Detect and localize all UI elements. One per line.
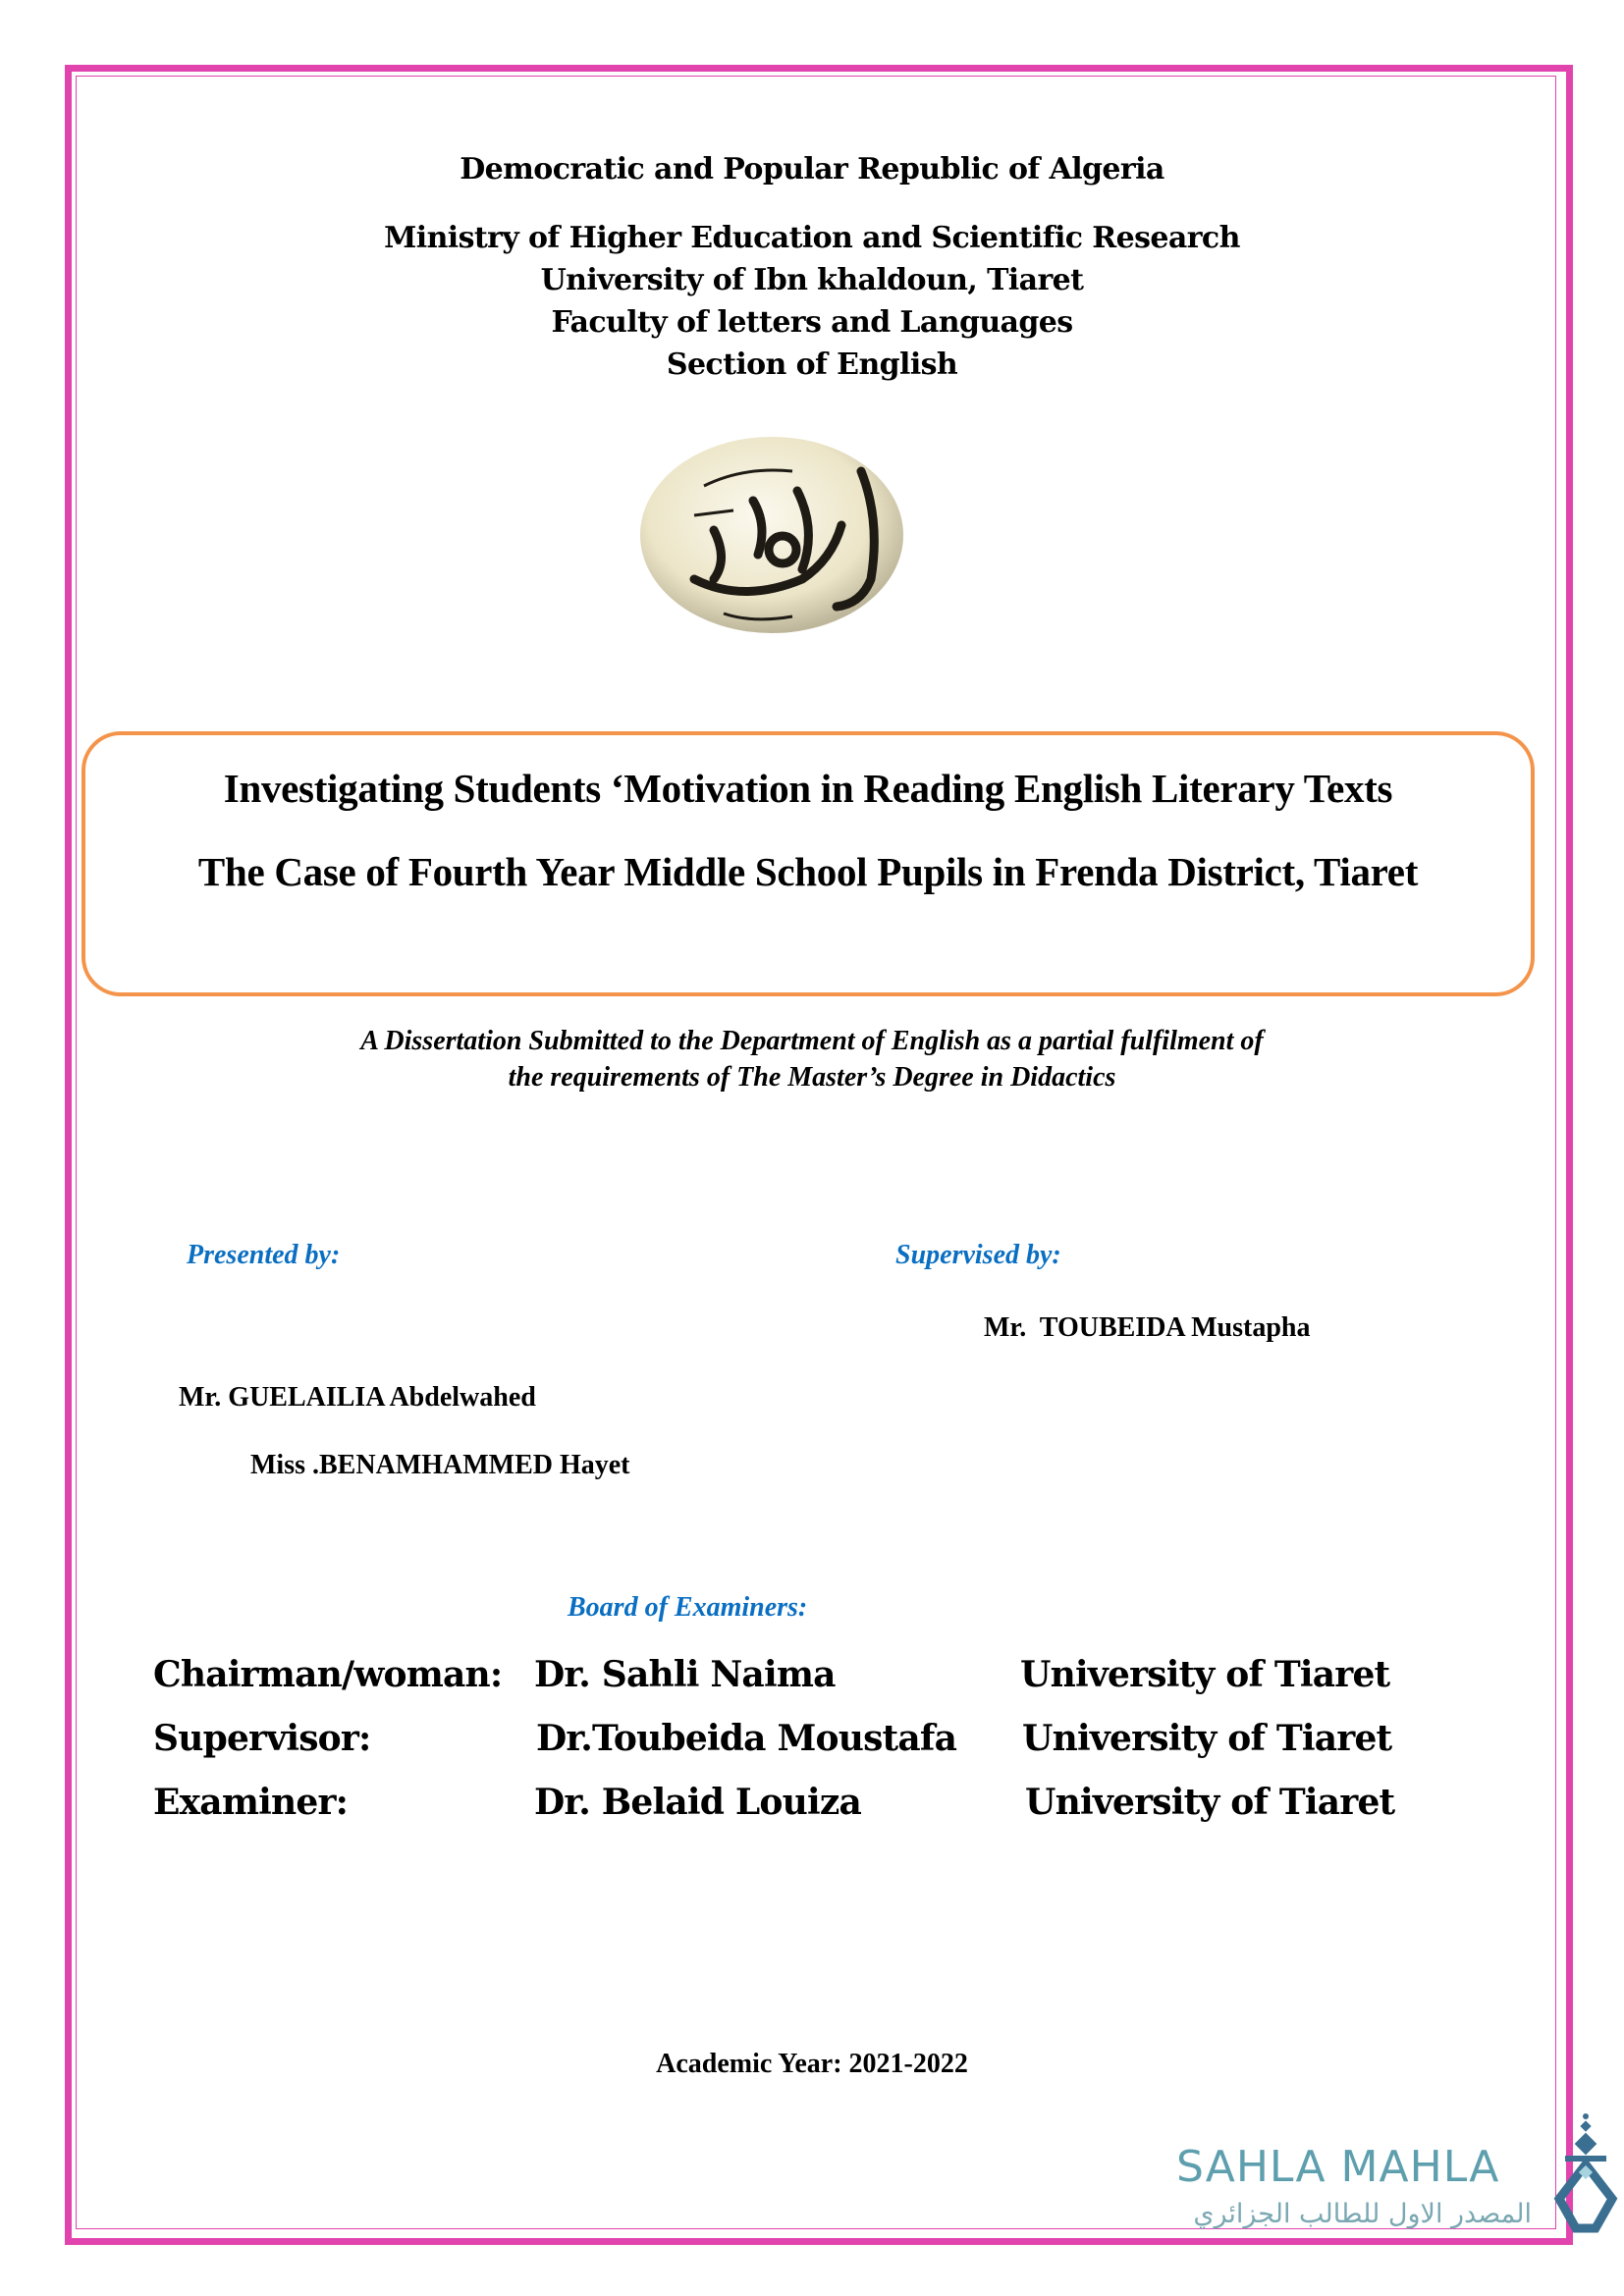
board-member-name: Dr. Belaid Louiza — [534, 1782, 862, 1823]
board-of-examiners-label: Board of Examiners: — [568, 1592, 808, 1623]
board-member-name: Dr. Sahli Naima — [534, 1654, 836, 1695]
header-university: University of Ibn khaldoun, Tiaret — [540, 263, 1084, 297]
title-line-2: The Case of Fourth Year Middle School Pupils in Frenda District, Tiaret — [197, 849, 1419, 894]
supervisor-name: Mr. TOUBEIDA Mustapha — [984, 1312, 1311, 1343]
board-role: Supervisor: — [153, 1718, 371, 1759]
board-role: Examiner: — [153, 1782, 349, 1823]
presented-by-label: Presented by: — [187, 1240, 341, 1270]
watermark-brand: SAHLA MAHLA — [1176, 2142, 1500, 2192]
header-country: Democratic and Popular Republic of Algeria — [460, 152, 1164, 187]
watermark-tagline: المصدر الاول للطالب الجزائري — [1193, 2199, 1532, 2229]
header-ministry: Ministry of Higher Education and Scientific Research — [384, 221, 1240, 255]
supervised-by-label: Supervised by: — [895, 1240, 1061, 1270]
board-member-name: Dr.Toubeida Moustafa — [536, 1718, 957, 1759]
presenter-name-2: Miss .BENAMHAMMED Hayet — [250, 1450, 630, 1480]
page-border-inner — [76, 76, 1556, 2229]
board-role: Chairman/woman: — [153, 1654, 503, 1695]
presenter-name-1: Mr. GUELAILIA Abdelwahed — [179, 1382, 536, 1413]
academic-year: Academic Year: 2021-2022 — [656, 2049, 968, 2079]
header-section: Section of English — [666, 347, 958, 382]
board-affiliation: University of Tiaret — [1020, 1654, 1390, 1695]
board-affiliation: University of Tiaret — [1022, 1718, 1392, 1759]
sahla-mahla-logo-icon — [1551, 2110, 1620, 2238]
header-faculty: Faculty of letters and Languages — [551, 305, 1073, 340]
title-line-1: Investigating Students ‘Motivation in Reading English Literary Texts — [223, 766, 1393, 811]
board-affiliation: University of Tiaret — [1025, 1782, 1395, 1823]
university-calligraphy-logo-icon — [635, 432, 908, 638]
submission-line-2: the requirements of The Master’s Degree in Didactics — [508, 1062, 1116, 1093]
submission-line-1: A Dissertation Submitted to the Department of English as a partial fulfilment of — [360, 1026, 1264, 1056]
title-box — [81, 731, 1535, 996]
